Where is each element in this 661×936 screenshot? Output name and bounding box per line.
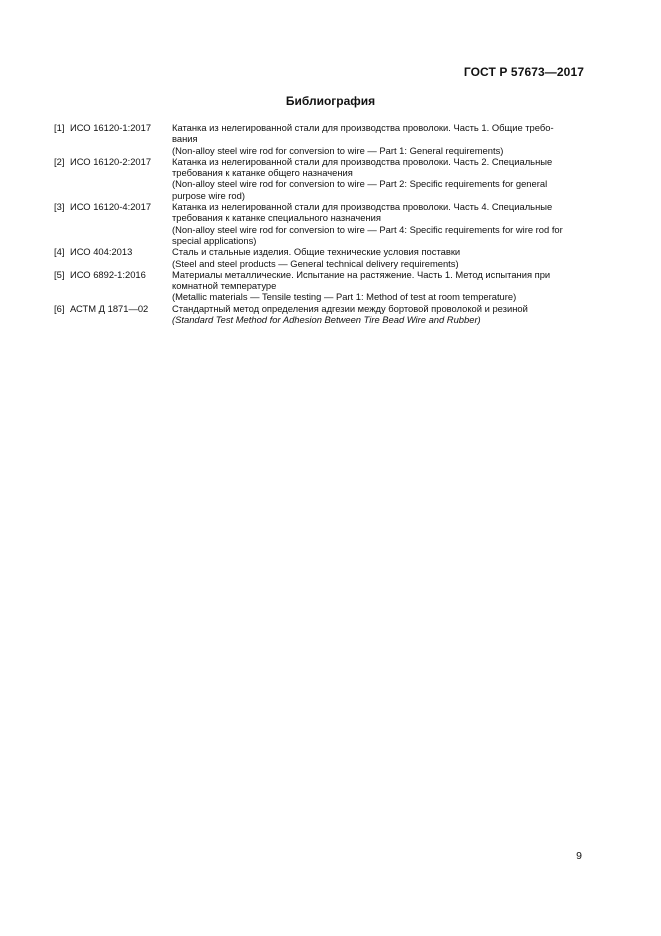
entry-line: Катанка из нелегированной стали для производства проволоки. Часть 4. Специальные — [172, 201, 553, 213]
bibliography-title: Библиография — [285, 94, 376, 108]
entry-number: [5] — [54, 268, 65, 280]
bibliography-entry — [54, 122, 580, 156]
bibliography-list — [54, 122, 580, 325]
bibliography-entry — [54, 303, 580, 326]
entry-line: (Non-alloy steel wire rod for conversion to wire — Part 1: General requirements) — [172, 144, 504, 156]
entry-line: Стандартный метод определения адгезии между бортовой проволокой и резиной — [172, 302, 528, 314]
entry-description — [172, 269, 580, 303]
entry-description — [172, 246, 580, 269]
entry-line: (Non-alloy steel wire rod for conversion to wire — Part 2: Specific requirements for general — [172, 178, 548, 190]
entry-description — [172, 201, 580, 246]
bibliography-entry — [54, 246, 580, 269]
bibliography-entry — [54, 201, 580, 246]
entry-standard-code: АСТМ Д 1871—02 — [70, 302, 149, 314]
entry-description — [172, 303, 580, 326]
entry-standard-code: ИСО 404:2013 — [70, 246, 133, 258]
entry-line: special applications) — [172, 234, 257, 246]
entry-number: [4] — [54, 246, 65, 258]
standard-code-header: ГОСТ Р 57673—2017 — [463, 65, 584, 79]
entry-description — [172, 156, 580, 201]
entry-line: требования к катанке общего назначения — [172, 167, 353, 179]
entry-standard-code: ИСО 16120-1:2017 — [70, 122, 152, 133]
entry-line: purpose wire rod) — [172, 189, 245, 201]
entry-standard-code: ИСО 16120-4:2017 — [70, 201, 152, 213]
entry-number: [2] — [54, 155, 65, 167]
entry-line: (Standard Test Method for Adhesion Between Tire Bead Wire and Rubber) — [172, 314, 481, 326]
entry-line: Катанка из нелегированной стали для производства проволоки. Часть 1. Общие требо- — [172, 122, 554, 133]
entry-line: (Steel and steel products — General technical delivery requirements) — [172, 257, 459, 269]
entry-number: [3] — [54, 201, 65, 213]
entry-line: Сталь и стальные изделия. Общие технические условия поставки — [172, 246, 461, 258]
entry-number: [6] — [54, 302, 65, 314]
entry-number: [1] — [54, 122, 65, 133]
bibliography-entry — [54, 269, 580, 303]
entry-line: требования к катанке специального назначения — [172, 212, 381, 224]
entry-line: Катанка из нелегированной стали для производства проволоки. Часть 2. Специальные — [172, 155, 553, 167]
entry-line: вания — [172, 133, 198, 145]
entry-line: (Metallic materials — Tensile testing — Part 1: Method of test at room temperature) — [172, 291, 517, 303]
entry-description — [172, 122, 580, 156]
bibliography-entry — [54, 156, 580, 201]
entry-standard-code: ИСО 16120-2:2017 — [70, 155, 152, 167]
entry-line: (Non-alloy steel wire rod for conversion to wire — Part 4: Specific requirements for wire rod for — [172, 223, 563, 235]
entry-line: комнатной температуре — [172, 280, 277, 292]
entry-line: Материалы металлические. Испытание на растяжение. Часть 1. Метод испытания при — [172, 268, 551, 280]
page-number: 9 — [576, 850, 582, 862]
entry-standard-code: ИСО 6892-1:2016 — [70, 268, 146, 280]
